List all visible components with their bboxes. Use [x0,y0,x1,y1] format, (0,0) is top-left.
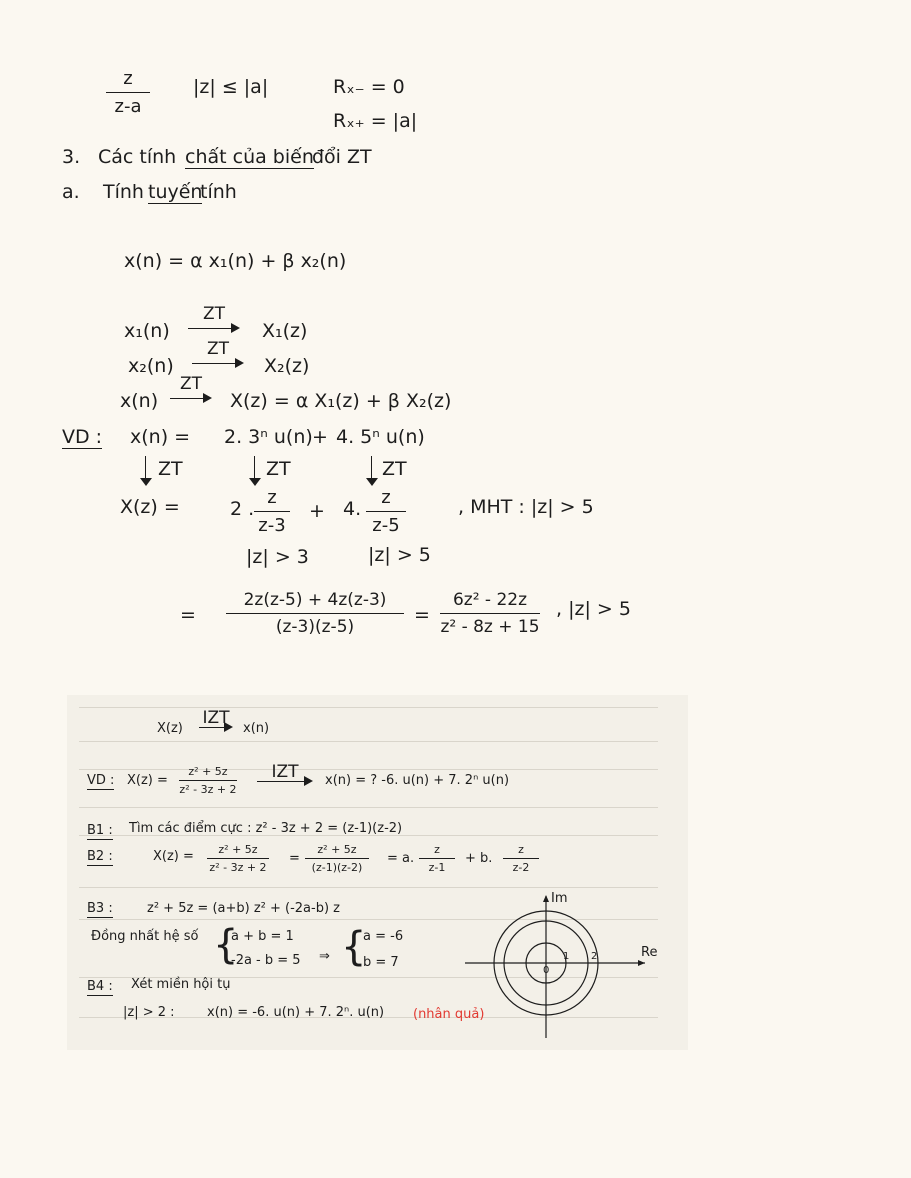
z-plane-diagram [459,890,649,1040]
top-fraction-bar [106,92,150,93]
down-arrow-3 [366,456,378,486]
izt-arrow-label: IZT [202,708,230,728]
example1-roc1: |z| > 3 [246,546,309,568]
axis-re-label: Re [641,945,658,960]
b2-label: B2 : [87,849,113,864]
b3-label: B3 : [87,901,113,916]
panel-example-label: VD : [87,773,115,788]
zt-arrow-2-label: ZT [206,339,230,359]
final-roc: |z| > 2 : [123,1005,175,1020]
causal-note: (nhân quả) [413,1007,485,1022]
example1-fraction2: z z-5 [366,487,406,536]
example1-xn: x(n) = [130,426,191,448]
example1-result-roc: , |z| > 5 [556,598,631,620]
b2-Xz: X(z) = [153,849,194,864]
zt-arrow-2 [192,341,244,371]
panel-izt-arrow-label: IZT [271,762,299,782]
dong-nhat-he-so: Đồng nhất hệ số [91,929,199,944]
panel-Xz: X(z) = [127,773,168,788]
linearity-X1z: X₁(z) [262,320,308,342]
b2-a-term: = a. [387,851,415,866]
example1-mht: , MHT : |z| > 5 [458,496,594,518]
system-eq1: a + b = 1 [231,929,294,944]
top-roc: |z| ≤ |a| [193,76,269,98]
final-result: x(n) = -6. u(n) + 7. 2ⁿ. u(n) [207,1005,385,1020]
system-eq2: -2a - b = 5 [231,953,301,968]
b1-text: Tìm các điểm cực : z² - 3z + 2 = (z-1)(z-2) [129,821,403,836]
linearity-X2z: X₂(z) [264,355,310,377]
example1-plus: + [312,426,328,448]
example1-equals: = [180,604,196,626]
panel-fraction: z² + 5z z² - 3z + 2 [179,765,237,796]
section-3-word1: Các tính [98,146,177,168]
tick-1: 1 [563,951,570,962]
b2-fraction2: z² + 5z (z-1)(z-2) [305,843,369,874]
down-arrow-1-label: ZT [158,458,183,480]
section-3-underlined: chất của biến [185,146,314,168]
b2-fraction-a: z z-1 [419,843,455,874]
solution-b: b = 7 [363,955,399,970]
top-fraction [106,68,150,117]
example1-coef1: 2 . [230,498,255,520]
example1-roc2: |z| > 5 [368,544,431,566]
example1-equals2: = [414,604,430,626]
linearity-xn: x(n) [120,390,159,412]
solution-a: a = -6 [363,929,404,944]
example1-fraction1: z z-3 [254,487,290,536]
b2-equals: = [289,851,300,866]
top-fraction-numerator: z [123,68,133,89]
tick-0: 0 [543,965,550,976]
section-3-number: 3. [62,146,81,168]
system-brace-right: { [341,924,367,970]
izt-arrow [199,707,233,735]
top-fraction-denominator: z-a [114,96,142,117]
example1-term1: 2. 3ⁿ u(n) [224,426,313,448]
linearity-definition: x(n) = α x₁(n) + β x₂(n) [124,250,347,272]
example1-coef2: 4. [343,498,362,520]
imag-axis-arrowhead [543,895,549,902]
section-a-word1: Tính [103,181,144,203]
b4-label: B4 : [87,979,113,994]
izt-right: x(n) [243,721,270,736]
panel-izt-arrow [257,761,313,789]
rx-plus: Rₓ₊ = |a| [333,110,418,132]
b3-text: z² + 5z = (a+b) z² + (-2a-b) z [147,901,340,916]
example1-big-fraction: 2z(z-5) + 4z(z-3) (z-3)(z-5) [226,590,404,637]
axis-im-label: Im [551,891,568,906]
example1-term2: 4. 5ⁿ u(n) [336,426,425,448]
zt-arrow-3-label: ZT [179,374,203,394]
izt-left: X(z) [157,721,183,736]
b1-label: B1 : [87,823,113,838]
down-arrow-1 [140,456,152,486]
b4-text: Xét miền hội tụ [131,977,231,992]
example1-result-fraction: 6z² - 22z z² - 8z + 15 [440,590,540,637]
zt-arrow-3 [170,376,212,406]
down-arrow-3-label: ZT [382,458,407,480]
down-arrow-2-label: ZT [266,458,291,480]
section-3-word3: đổi ZT [312,146,372,168]
zt-arrow-1-label: ZT [202,304,226,324]
section-a-word3: tính [200,181,237,203]
tick-2: 2 [591,951,598,962]
section-a-underlined: tuyến [148,181,203,203]
b2-b-term: + b. [465,851,493,866]
notebook-panel [67,695,688,1050]
example1-label: VD : [62,426,103,448]
example1-plus2: + [309,500,325,522]
panel-result: x(n) = ? -6. u(n) + 7. 2ⁿ u(n) [325,773,510,788]
zt-arrow-1 [188,306,240,336]
b2-fraction1: z² + 5z z² - 3z + 2 [207,843,269,874]
example1-Xz: X(z) = [120,496,180,518]
section-a-number: a. [62,181,80,203]
system-brace-left: { [213,922,239,968]
b2-fraction-b: z z-2 [503,843,539,874]
linearity-x1n: x₁(n) [124,320,170,342]
linearity-x2n: x₂(n) [128,355,174,377]
rx-minus: Rₓ₋ = 0 [333,76,405,98]
down-arrow-2 [249,456,261,486]
linearity-Xz-combined: X(z) = α X₁(z) + β X₂(z) [230,390,452,412]
system-implies: ⇒ [319,949,330,964]
